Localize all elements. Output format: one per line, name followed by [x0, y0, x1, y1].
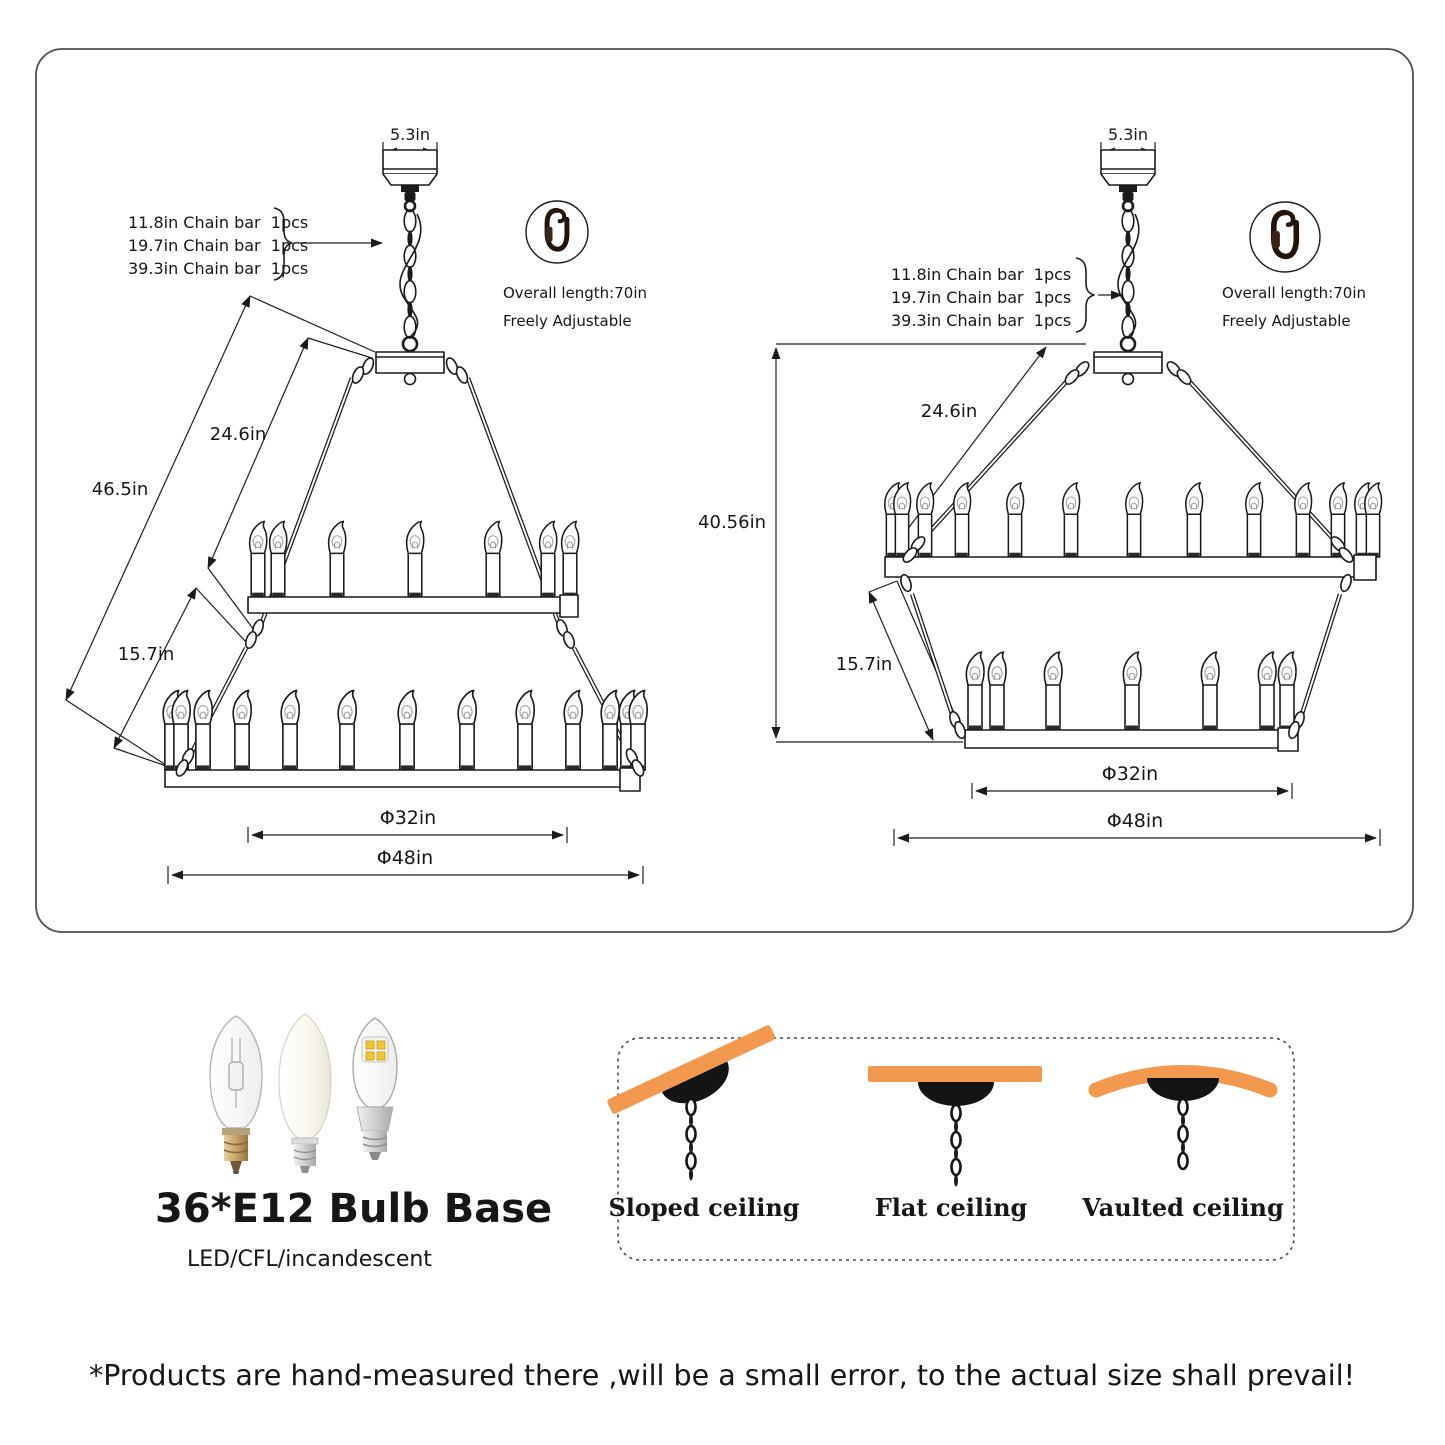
candle-light: [562, 521, 579, 597]
candle-light: [250, 521, 267, 597]
right-outer-diameter-label: Φ48in: [1106, 810, 1164, 832]
candle-light: [988, 652, 1006, 730]
right-total-height-label: 40.56in: [698, 512, 766, 533]
candle-light: [398, 690, 416, 770]
left-canopy-width-label: 5.3in: [389, 125, 431, 144]
left-hook-detail: [526, 201, 588, 263]
right-overall-length: Overall length:70in: [1222, 284, 1367, 302]
left-overall-length: Overall length:70in: [503, 284, 648, 302]
candle-light: [1063, 483, 1080, 557]
left-chain-bar-3: 39.3in Chain bar 1pcs: [128, 259, 309, 278]
candle-light: [966, 652, 984, 730]
candle-light: [540, 521, 557, 597]
cfl-bulb-image: [279, 1014, 331, 1173]
candle-light: [1295, 483, 1312, 557]
candle-light: [894, 483, 911, 557]
halogen-bulb-image: [210, 1016, 262, 1174]
candle-light: [338, 690, 356, 770]
spec-frame: [36, 49, 1413, 932]
left-lower-section-label: 15.7in: [117, 644, 175, 665]
left-chain-bar-1: 11.8in Chain bar 1pcs: [128, 213, 309, 232]
candle-light: [281, 690, 299, 770]
sloped-ceiling-label: Sloped ceiling: [608, 1193, 800, 1222]
disclaimer-text: *Products are hand-measured there ,will be a small error, to the actual size shall prevail!: [88, 1359, 1356, 1392]
candle-light: [1007, 483, 1024, 557]
left-adjustable-note: Freely Adjustable: [503, 312, 632, 330]
left-inner-diameter-label: Φ32in: [379, 807, 437, 829]
candle-light: [516, 690, 534, 770]
right-chain-bar-1: 11.8in Chain bar 1pcs: [891, 265, 1072, 284]
bulb-base-title: 36*E12 Bulb Base: [155, 1186, 553, 1232]
flat-ceiling-label: Flat ceiling: [874, 1193, 1028, 1222]
right-chain-bar-3: 39.3in Chain bar 1pcs: [891, 311, 1072, 330]
right-lower-section-label: 15.7in: [835, 654, 893, 675]
candle-light: [194, 690, 212, 770]
candle-light: [407, 521, 424, 597]
left-lower-tier-candles: [163, 690, 647, 770]
right-canopy-width-label: 5.3in: [1107, 125, 1149, 144]
left-outer-diameter-label: Φ48in: [376, 847, 434, 869]
icon-chain: [687, 1099, 696, 1181]
right-adjustable-note: Freely Adjustable: [1222, 312, 1351, 330]
right-upper-tier-candles: [885, 483, 1382, 557]
vaulted-ceiling-label: Vaulted ceiling: [1082, 1193, 1284, 1222]
candle-light: [1365, 483, 1382, 557]
left-total-height-label: 46.5in: [91, 479, 149, 500]
candle-light: [1246, 483, 1263, 557]
candle-light: [270, 521, 287, 597]
candle-light: [233, 690, 251, 770]
candle-light: [1258, 652, 1276, 730]
right-upper-section-label: 24.6in: [920, 401, 978, 422]
candle-light: [329, 521, 346, 597]
right-hook-detail: [1250, 202, 1320, 272]
candle-light: [458, 690, 476, 770]
right-chain-bar-2: 19.7in Chain bar 1pcs: [891, 288, 1072, 307]
candle-light: [1126, 483, 1143, 557]
candle-light: [1201, 652, 1219, 730]
candle-light: [1044, 652, 1062, 730]
candle-light: [954, 483, 971, 557]
candle-light: [1186, 483, 1203, 557]
icon-chain: [952, 1105, 961, 1187]
bulb-section: [155, 1014, 552, 1272]
bulb-type-subtitle: LED/CFL/incandescent: [187, 1247, 432, 1272]
candle-light: [601, 690, 619, 770]
candle-light: [564, 690, 582, 770]
ceiling-types-box: [606, 1024, 1294, 1260]
candle-light: [1123, 652, 1141, 730]
led-bulb-image: [353, 1018, 397, 1160]
right-inner-diameter-label: Φ32in: [1101, 763, 1159, 785]
candle-light: [485, 521, 502, 597]
icon-chain: [1179, 1099, 1188, 1169]
left-chain-bar-2: 19.7in Chain bar 1pcs: [128, 236, 309, 255]
candle-light: [1278, 652, 1296, 730]
left-upper-section-label: 24.6in: [209, 424, 267, 445]
